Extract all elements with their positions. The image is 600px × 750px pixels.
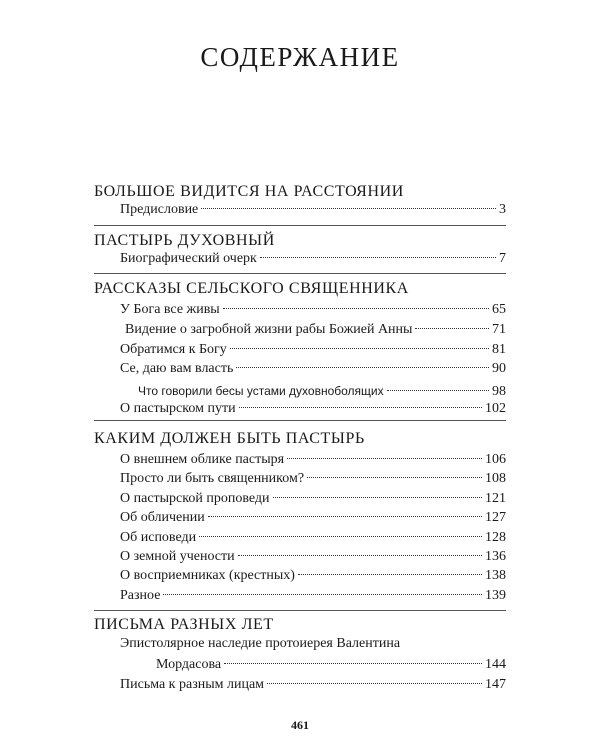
- dot-leader: [307, 477, 482, 478]
- dot-leader: [273, 497, 482, 498]
- entry-title: Что говорили бесы устами духовноболящих: [138, 384, 384, 398]
- dot-leader: [287, 458, 482, 459]
- entry-title-line: Эпистолярное наследие протоиерея Валентина: [120, 636, 401, 651]
- dot-leader: [201, 208, 496, 209]
- entry-page: 136: [485, 549, 506, 564]
- entry-page: 90: [492, 361, 506, 376]
- entry-page: 138: [485, 568, 506, 583]
- entry-page: 102: [485, 401, 506, 416]
- entry-title: Об обличении: [120, 510, 205, 525]
- entry-page: 128: [485, 530, 506, 545]
- toc-entry[interactable]: [0, 566, 600, 586]
- dot-leader: [224, 663, 482, 664]
- entry-title: У Бога все живы: [120, 302, 220, 317]
- toc-entry[interactable]: [0, 489, 600, 509]
- toc-entry[interactable]: [0, 200, 600, 220]
- entry-title: Просто ли быть священником?: [120, 471, 305, 486]
- entry-page: 127: [485, 510, 506, 525]
- dot-leader: [208, 516, 482, 517]
- section-divider: [94, 225, 506, 226]
- toc-entry[interactable]: [0, 655, 600, 675]
- toc-entry[interactable]: [0, 381, 600, 401]
- entry-page: 108: [485, 471, 506, 486]
- entry-page: 139: [485, 588, 506, 603]
- section-heading: ПИСЬМА РАЗНЫХ ЛЕТ: [94, 616, 274, 633]
- section-heading: ПАСТЫРЬ ДУХОВНЫЙ: [94, 232, 275, 249]
- dot-leader: [223, 308, 489, 309]
- entry-page: 147: [485, 677, 506, 692]
- entry-title: О пастырской проповеди: [120, 491, 270, 506]
- toc-entry[interactable]: [0, 675, 600, 695]
- toc-entry[interactable]: [0, 249, 600, 269]
- entry-title: О восприемниках (крестных): [120, 568, 295, 583]
- toc-entry[interactable]: [0, 340, 600, 360]
- toc-entry[interactable]: [0, 528, 600, 548]
- dot-leader: [415, 328, 489, 329]
- entry-page: 121: [485, 491, 506, 506]
- dot-leader: [260, 257, 496, 258]
- toc-entry[interactable]: [0, 547, 600, 567]
- section-heading: БОЛЬШОЕ ВИДИТСЯ НА РАССТОЯНИИ: [94, 183, 404, 200]
- entry-page: 7: [499, 251, 506, 266]
- toc-entry[interactable]: [0, 399, 600, 419]
- toc-entry[interactable]: [0, 450, 600, 470]
- entry-title: О внешнем облике пастыря: [120, 452, 285, 467]
- dot-leader: [298, 574, 482, 575]
- entry-title: Разное: [120, 588, 161, 603]
- toc-entry[interactable]: [0, 586, 600, 606]
- section-divider: [94, 610, 506, 611]
- entry-title: Письма к разным лицам: [120, 677, 265, 692]
- section-heading: РАССКАЗЫ СЕЛЬСКОГО СВЯЩЕННИКА: [94, 280, 409, 297]
- entry-title: Биографический очерк: [120, 251, 257, 266]
- page-title: СОДЕРЖАНИЕ: [200, 42, 400, 72]
- page-number: 461: [291, 718, 309, 732]
- toc-entry[interactable]: [0, 469, 600, 489]
- dot-leader: [236, 367, 489, 368]
- entry-page: 3: [499, 202, 506, 217]
- entry-title: Обратимся к Богу: [120, 342, 227, 357]
- entry-title: О пастырском пути: [120, 401, 236, 416]
- entry-page: 98: [492, 384, 506, 399]
- dot-leader: [163, 594, 482, 595]
- section-divider: [94, 420, 506, 421]
- entry-title: Мордасова: [156, 657, 222, 672]
- entry-title: Се, даю вам власть: [120, 361, 234, 376]
- entry-page: 144: [485, 657, 506, 672]
- dot-leader: [230, 348, 489, 349]
- toc-entry[interactable]: [0, 300, 600, 320]
- toc-entry[interactable]: [0, 508, 600, 528]
- entry-page: 71: [492, 322, 506, 337]
- toc-entry[interactable]: [0, 320, 600, 340]
- section-divider: [94, 273, 506, 274]
- toc-entry[interactable]: [0, 359, 600, 379]
- entry-title: Предисловие: [120, 202, 199, 217]
- entry-title: Об исповеди: [120, 530, 197, 545]
- entry-page: 106: [485, 452, 506, 467]
- dot-leader: [387, 390, 489, 391]
- entry-page: 65: [492, 302, 506, 317]
- dot-leader: [199, 536, 482, 537]
- dot-leader: [267, 683, 482, 684]
- section-heading: КАКИМ ДОЛЖЕН БЫТЬ ПАСТЫРЬ: [94, 430, 365, 447]
- entry-title: О земной учености: [120, 549, 235, 564]
- dot-leader: [239, 407, 482, 408]
- entry-title: Видение о загробной жизни рабы Божией Анны: [125, 322, 413, 337]
- entry-page: 81: [492, 342, 506, 357]
- dot-leader: [238, 555, 482, 556]
